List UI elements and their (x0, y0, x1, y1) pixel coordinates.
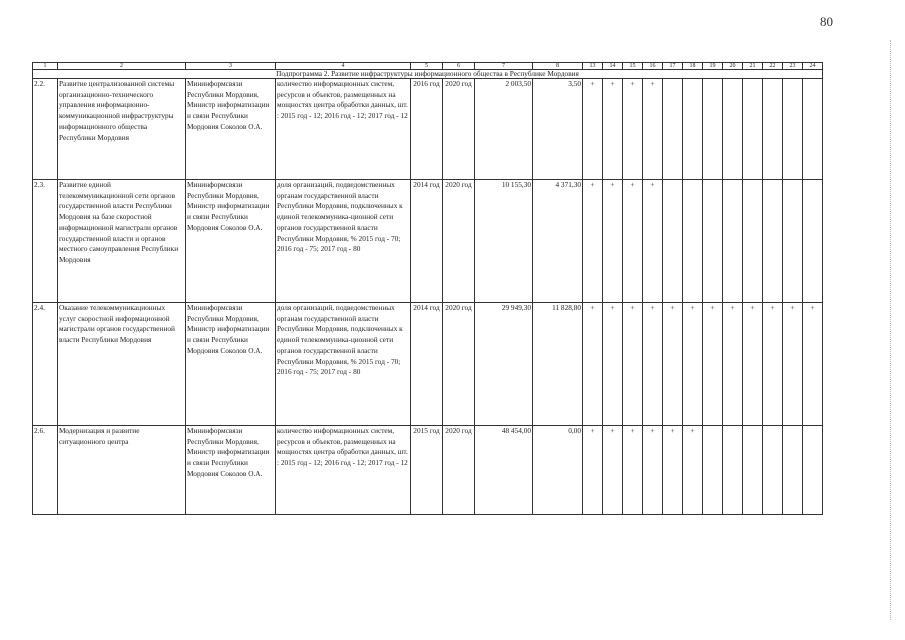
period-mark: + (663, 426, 683, 515)
period-mark: + (583, 180, 603, 303)
current-funding: 4 371,30 (533, 180, 583, 303)
total-funding: 29 949,30 (475, 303, 533, 426)
period-mark: + (803, 303, 823, 426)
period-mark (703, 180, 723, 303)
start-year: 2014 год (411, 180, 443, 303)
period-mark: + (583, 79, 603, 180)
table-row (33, 79, 823, 180)
period-mark: + (783, 303, 803, 426)
period-mark (783, 180, 803, 303)
period-mark: + (623, 79, 643, 180)
col-num: 23 (783, 63, 803, 70)
scan-edge-artifact (890, 40, 893, 620)
period-mark: + (703, 303, 723, 426)
measure-name: Развитие централизованной системы организационно-технического управления информационно-коммуникационной инфраструктуры информационного общества Республики Мордовия (58, 79, 186, 180)
period-mark: + (603, 180, 623, 303)
col-num: 17 (663, 63, 683, 70)
period-mark: + (603, 426, 623, 515)
col-num: 16 (643, 63, 663, 70)
period-mark (783, 426, 803, 515)
col-num: 2 (58, 63, 186, 70)
executor-cell: Мининформсвязи Республики Мордовия, Министр информатизации и связи Республики Мордовия Соколов О.А. (186, 180, 276, 303)
period-mark (663, 79, 683, 180)
period-mark: + (763, 303, 783, 426)
col-num: 24 (803, 63, 823, 70)
row-number: 2.3. (33, 180, 58, 303)
col-num: 8 (533, 63, 583, 70)
period-mark (743, 180, 763, 303)
indicator-cell: доля организаций, подведомственных органам государственной власти Республики Мордовия, подключенных к единой телекоммуника-ционной сети органов государственной власти Республики Мордовия, % 2015 год - 70; 2016 год - 75; 2017 год - 80 (276, 303, 411, 426)
period-mark: + (583, 303, 603, 426)
period-mark (723, 180, 743, 303)
measure-name: Оказание телекоммуникационных услуг скоростной информационной магистрали органов государственной власти Республики Мордовия (58, 303, 186, 426)
total-funding: 48 454,00 (475, 426, 533, 515)
period-mark (723, 79, 743, 180)
period-mark (703, 79, 723, 180)
period-mark (683, 180, 703, 303)
current-funding: 11 828,80 (533, 303, 583, 426)
col-num: 13 (583, 63, 603, 70)
current-funding: 0,00 (533, 426, 583, 515)
period-mark: + (643, 426, 663, 515)
page-number: 80 (820, 14, 833, 29)
period-mark (763, 180, 783, 303)
col-num: 6 (443, 63, 475, 70)
period-mark (703, 426, 723, 515)
period-mark (803, 79, 823, 180)
period-mark (783, 79, 803, 180)
period-mark: + (603, 79, 623, 180)
total-funding: 10 155,30 (475, 180, 533, 303)
period-mark: + (643, 303, 663, 426)
period-mark: + (623, 426, 643, 515)
period-mark: + (623, 180, 643, 303)
period-mark: + (743, 303, 763, 426)
start-year: 2014 год (411, 303, 443, 426)
period-mark: + (643, 180, 663, 303)
start-year: 2015 год (411, 426, 443, 515)
row-number: 2.2. (33, 79, 58, 180)
period-mark: + (663, 303, 683, 426)
period-mark (723, 426, 743, 515)
start-year: 2016 год (411, 79, 443, 180)
col-num: 7 (475, 63, 533, 70)
col-num: 1 (33, 63, 58, 70)
col-num: 14 (603, 63, 623, 70)
period-mark (683, 79, 703, 180)
total-funding: 2 003,50 (475, 79, 533, 180)
period-mark: + (723, 303, 743, 426)
table-row (33, 303, 823, 426)
period-mark (663, 180, 683, 303)
indicator-cell: количество информационных систем, ресурсов и объектов, размещенных на мощностях центра обработки данных, шт. : 2015 год - 12; 2016 год - 12; 2017 год - 12 (276, 426, 411, 515)
period-mark (743, 426, 763, 515)
col-num: 15 (623, 63, 643, 70)
measure-name: Модернизация и развитие ситуационного центра (58, 426, 186, 515)
period-mark: + (583, 426, 603, 515)
period-mark (763, 79, 783, 180)
table-row (33, 180, 823, 303)
col-num: 20 (723, 63, 743, 70)
program-table (32, 62, 823, 515)
period-mark: + (683, 426, 703, 515)
period-mark (763, 426, 783, 515)
col-num: 3 (186, 63, 276, 70)
period-mark (743, 79, 763, 180)
end-year: 2020 год (443, 180, 475, 303)
end-year: 2020 год (443, 79, 475, 180)
period-mark (803, 426, 823, 515)
measure-name: Развитие единой телекоммуникационной сети органов государственной власти Республики Мордовия на базе скоростной информационной магистрали органов государственной власти и органов местного самоуправления Республики Мордовия (58, 180, 186, 303)
executor-cell: Мининформсвязи Республики Мордовия, Министр информатизации и связи Республики Мордовия Соколов О.А. (186, 303, 276, 426)
end-year: 2020 год (443, 426, 475, 515)
col-num: 21 (743, 63, 763, 70)
col-num: 22 (763, 63, 783, 70)
period-mark: + (603, 303, 623, 426)
col-num: 18 (683, 63, 703, 70)
row-number: 2.6. (33, 426, 58, 515)
current-funding: 3,50 (533, 79, 583, 180)
indicator-cell: количество информационных систем, ресурсов и объектов, размещенных на мощностях центра обработки данных, шт. : 2015 год - 12; 2016 год - 12; 2017 год - 12 (276, 79, 411, 180)
subprogram-row (33, 70, 823, 79)
row-number: 2.4. (33, 303, 58, 426)
period-mark: + (643, 79, 663, 180)
indicator-cell: доля организаций, подведомственных органам государственной власти Республики Мордовия, подключенных к единой телекоммуника-ционной сети органов государственной власти Республики Мордовия, % 2015 год - 70; 2016 год - 75; 2017 год - 80 (276, 180, 411, 303)
period-mark: + (683, 303, 703, 426)
col-num: 4 (276, 63, 411, 70)
end-year: 2020 год (443, 303, 475, 426)
col-num: 19 (703, 63, 723, 70)
executor-cell: Мининформсвязи Республики Мордовия, Министр информатизации и связи Республики Мордовия Соколов О.А. (186, 79, 276, 180)
subprogram-title: Подпрограмма 2. Развитие инфраструктуры информационного общества в Республике Мордовия (33, 70, 823, 79)
table-row (33, 426, 823, 515)
col-num: 5 (411, 63, 443, 70)
column-number-row (33, 63, 823, 70)
period-mark (803, 180, 823, 303)
period-mark: + (623, 303, 643, 426)
executor-cell: Мининформсвязи Республики Мордовия, Министр информатизации и связи Республики Мордовия Соколов О.А. (186, 426, 276, 515)
